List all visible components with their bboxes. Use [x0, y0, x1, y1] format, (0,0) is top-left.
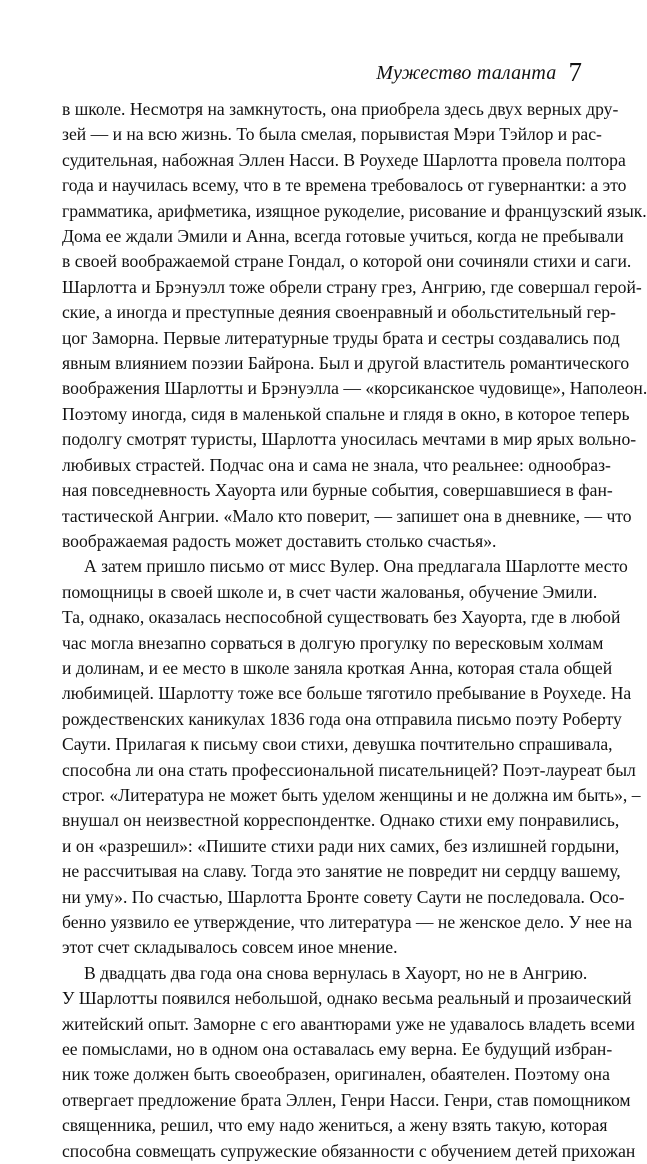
paragraph-1	[62, 97, 647, 554]
text-line: Саути. Прилагая к письму свои стихи, девушка почтительно спрашивала,	[62, 734, 613, 755]
text-line: в своей воображаемой стране Гондал, о которой они сочиняли стихи и саги.	[62, 251, 632, 272]
page-number: 7	[568, 57, 582, 87]
text-line: и долинам, и ее место в школе заняла кроткая Анна, которая стала общей	[62, 657, 613, 678]
text-line: ни уму». По счастью, Шарлотта Бронте совету Саути не последовала. Осо-	[62, 886, 625, 907]
text-line: строг. «Литература не может быть уделом женщины и не должна им быть», –	[62, 784, 641, 805]
text-line: воображения Шарлотты и Брэнуэлла — «корсиканское чудовище», Наполеон.	[62, 378, 647, 399]
text-line: и он «разрешил»: «Пишите стихи ради них самих, без излишней гордыни,	[62, 835, 620, 856]
text-line: А затем пришло письмо от мисс Вулер. Она предлагала Шарлотте место	[84, 556, 628, 577]
text-line: Поэтому иногда, сидя в маленькой спальне и глядя в окно, в которое теперь	[62, 403, 630, 424]
text-line: грамматика, арифметика, изящное рукоделие, рисование и французский язык.	[62, 200, 647, 221]
page-header	[62, 55, 582, 85]
text-line: У Шарлотты появился небольшой, однако весьма реальный и прозаический	[62, 988, 632, 1009]
text-line: явным влиянием поэзии Байрона. Был и другой властитель романтического	[62, 353, 630, 374]
text-line: ее помыслами, но в одном она оставалась ему верна. Ее будущий избран-	[62, 1039, 613, 1060]
text-line: бенно уязвило ее утверждение, что литература — не женское дело. У нее на	[62, 912, 633, 932]
text-line: помощницы в своей школе и, в счет части жалованья, обучение Эмили.	[62, 581, 598, 602]
text-line: любимицей. Шарлотту тоже все больше тяготило пребывание в Роухеде. На	[62, 683, 632, 704]
text-line: Дома ее ждали Эмили и Анна, всегда готовые учиться, когда не пребывали	[62, 226, 624, 247]
text-line: года и научилась всему, что в те времена требовалось от гувернантки: а это	[62, 175, 627, 196]
text-line: этот счет складывалось совсем иное мнение.	[62, 937, 398, 958]
text-line: зей — и на всю жизнь. То была смелая, порывистая Мэри Тэйлор и рас-	[62, 124, 602, 145]
text-line: ские, а иногда и преступные деяния своенравный и обольстительный гер-	[62, 302, 616, 323]
text-line: судительная, набожная Эллен Насси. В Роухеде Шарлотта провела полтора	[62, 149, 626, 170]
text-line: ная повседневность Хауорта или бурные события, совершавшиеся в фан-	[62, 480, 613, 501]
text-line: ник тоже должен быть своеобразен, оригинален, обаятелен. Поэтому она	[62, 1064, 610, 1085]
text-line: Та, однако, оказалась неспособной существовать без Хауорта, где в любой	[62, 607, 621, 628]
text-line: цог Заморна. Первые литературные труды брата и сестры создавались под	[62, 327, 620, 348]
text-line: не рассчитывая на славу. Тогда это занятие не повредит ни сердцу вашему,	[62, 861, 621, 882]
text-line: тастической Ангрии. «Мало кто поверит, — запишет она в дневнике, — что	[62, 505, 632, 526]
text-line: священника, решил, что ему надо жениться, а жену взять такую, которая	[62, 1115, 608, 1136]
text-line: час могла внезапно сорваться в долгую прогулку по вересковым холмам	[62, 632, 604, 653]
text-line: в школе. Несмотря на замкнутость, она приобрела здесь двух верных дру-	[62, 99, 619, 119]
text-line: любивых страстей. Подчас она и сама не знала, что реальнее: однообраз-	[62, 454, 611, 475]
text-line: внушал он неизвестной корреспондентке. Однако стихи ему понравились,	[62, 810, 620, 831]
text-line: рождественских каникулах 1836 года она отправила письмо поэту Роберту	[62, 708, 622, 729]
paragraph-2	[62, 554, 641, 961]
text-line: В двадцать два года она снова вернулась в Хауорт, но не в Ангрию.	[84, 962, 588, 983]
text-line: отвергает предложение брата Эллен, Генри Насси. Генри, став помощником	[62, 1089, 631, 1110]
text-line: Шарлотта и Брэнуэлл тоже обрели страну грез, Ангрию, где совершал герой-	[62, 276, 642, 297]
text-line: способна ли она стать профессиональной писательницей? Поэт-лауреат был	[62, 759, 636, 780]
body-text	[62, 97, 647, 1164]
text-line: подолгу смотрят туристы, Шарлотта уносилась мечтами в мир ярых вольно-	[62, 429, 637, 450]
text-line: житейский опыт. Заморне с его авантюрами уже не удавалось владеть всеми	[62, 1013, 635, 1034]
paragraph-3	[62, 961, 636, 1164]
text-line: воображаемая радость может доставить столько счастья».	[62, 530, 497, 551]
running-head: Мужество таланта	[376, 62, 557, 84]
text-line: способна совмещать супружеские обязанности с обучением детей прихожан	[62, 1140, 636, 1161]
